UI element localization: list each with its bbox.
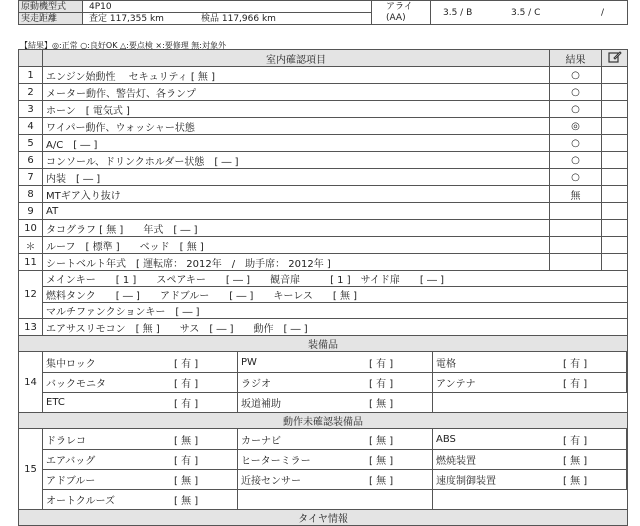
row-num: 2 bbox=[19, 84, 43, 101]
equipment-item bbox=[238, 489, 433, 509]
row-14-grid-cell bbox=[43, 352, 628, 413]
equipment-value: [ 無 ] bbox=[563, 456, 588, 467]
equipment-item bbox=[43, 429, 238, 449]
row-item: ルーフ [ 標準 ] ベッド [ 無 ] bbox=[43, 237, 550, 254]
row-12-line2: 燃料タンク [ ― ] アドブルー [ ― ] キーレス [ 無 ] bbox=[43, 287, 628, 303]
equipment-item bbox=[238, 352, 433, 372]
alignment-label: アライ bbox=[386, 2, 413, 12]
equipment-value: [ 有 ] bbox=[174, 399, 199, 410]
equipment-name: 近接センサー bbox=[241, 476, 301, 487]
alignment-v3: / bbox=[601, 8, 605, 18]
inspection-table bbox=[18, 49, 628, 526]
row-item: メーター動作、警告灯、各ランプ bbox=[43, 84, 550, 101]
result-header: 結果 bbox=[550, 50, 602, 67]
num-header bbox=[19, 50, 43, 67]
equipment-name: アドブルー bbox=[46, 476, 96, 487]
motor-label: 原動機型式 bbox=[21, 2, 67, 12]
equipment-value: [ 有 ] bbox=[174, 456, 199, 467]
equipment-name: アンテナ bbox=[436, 379, 476, 390]
equipment-item bbox=[43, 372, 238, 392]
row-result: ○ bbox=[550, 84, 602, 101]
table-row bbox=[19, 84, 628, 101]
equipment-name: 電格 bbox=[436, 358, 456, 370]
row-15-num: 15 bbox=[19, 429, 43, 510]
equipment-name: ドラレコ bbox=[46, 435, 86, 447]
equipment-item bbox=[433, 372, 627, 392]
row-13-item: エアサスリモコン [ 無 ] サス [ ― ] 動作 [ ― ] bbox=[43, 319, 628, 336]
table-row bbox=[19, 186, 628, 203]
row-num: 5 bbox=[19, 135, 43, 152]
equipment-item bbox=[433, 392, 627, 412]
equipment-value: [ 無 ] bbox=[369, 399, 394, 410]
row-item: エンジン始動性 セキュリティ [ 無 ] bbox=[43, 67, 550, 84]
row-13 bbox=[19, 319, 628, 336]
row-item: MTギア入り抜け bbox=[43, 186, 550, 203]
unchecked-grid bbox=[43, 429, 627, 509]
equipment-name: オートクルーズ bbox=[46, 496, 115, 507]
row-item: シートベルト年式 [ 運転席： 2012年 / 助手席： 2012年 ] bbox=[43, 254, 550, 271]
unchecked-title: 動作未確認装備品 bbox=[19, 413, 628, 429]
equipment-value: [ 無 ] bbox=[369, 456, 394, 467]
alignment-label-cell bbox=[371, 0, 431, 25]
equipment-value: [ 有 ] bbox=[174, 358, 199, 370]
edit-icon[interactable] bbox=[608, 51, 622, 63]
equipment-name: 坂道補助 bbox=[241, 399, 281, 410]
equipment-item bbox=[238, 449, 433, 469]
alignment-v1: 3.5 / B bbox=[443, 8, 473, 18]
equipment-value: [ 無 ] bbox=[174, 476, 199, 487]
equipment-value: [ 有 ] bbox=[174, 379, 199, 390]
alignment-v2: 3.5 / C bbox=[511, 8, 541, 18]
equipment-value: [ 無 ] bbox=[563, 476, 588, 487]
row-12-line1: メインキー [ 1 ] スペアキー [ ― ] 観音扉 [ 1 ] サイド扉 [ ― ] bbox=[43, 271, 628, 287]
motor-value: 4P10 bbox=[89, 2, 112, 12]
equipment-name: ETC bbox=[46, 397, 65, 408]
row-blank bbox=[602, 118, 628, 135]
row-item: ホーン [ 電気式 ] bbox=[43, 101, 550, 118]
equipment-item bbox=[433, 429, 627, 449]
table-row bbox=[19, 220, 628, 237]
equipment-value: [ 無 ] bbox=[369, 476, 394, 487]
equipment-item bbox=[433, 469, 627, 489]
table-row bbox=[19, 169, 628, 186]
row-result: ○ bbox=[550, 135, 602, 152]
row-result bbox=[550, 220, 602, 237]
equipment-value: [ 無 ] bbox=[369, 435, 394, 447]
unchecked-title-row bbox=[19, 413, 628, 429]
row-12b bbox=[19, 287, 628, 303]
table-header-row bbox=[19, 50, 628, 67]
row-item: コンソール、ドリンクホルダー状態 [ ― ] bbox=[43, 152, 550, 169]
equipment-title-row bbox=[19, 336, 628, 352]
row-blank bbox=[602, 169, 628, 186]
row-num: 8 bbox=[19, 186, 43, 203]
edit-cell[interactable] bbox=[602, 50, 628, 67]
row-item: A/C [ ― ] bbox=[43, 135, 550, 152]
row-result: ○ bbox=[550, 169, 602, 186]
equipment-value: [ 有 ] bbox=[369, 358, 394, 370]
row-num: 9 bbox=[19, 203, 43, 220]
row-blank bbox=[602, 220, 628, 237]
row-12-line3: マルチファンクションキー [ ― ] bbox=[43, 303, 628, 319]
header-block bbox=[18, 0, 628, 26]
equipment-name: ラジオ bbox=[241, 379, 271, 390]
equipment-name: エアバッグ bbox=[46, 456, 96, 467]
row-13-num: 13 bbox=[19, 319, 43, 336]
check-rows bbox=[19, 67, 628, 271]
row-item: タコグラフ [ 無 ] 年式 [ ― ] bbox=[43, 220, 550, 237]
row-result bbox=[550, 203, 602, 220]
row-num: 1 bbox=[19, 67, 43, 84]
equipment-item bbox=[43, 352, 238, 372]
row-blank bbox=[602, 67, 628, 84]
equipment-value: [ 有 ] bbox=[563, 435, 588, 447]
equipment-title: 装備品 bbox=[19, 336, 628, 352]
equipment-item bbox=[238, 372, 433, 392]
equipment-value: [ 無 ] bbox=[174, 435, 199, 447]
equipment-name: ヒーターミラー bbox=[241, 456, 311, 467]
row-result: ○ bbox=[550, 152, 602, 169]
table-row bbox=[19, 135, 628, 152]
table-row bbox=[19, 67, 628, 84]
row-num: ＊ bbox=[19, 237, 43, 254]
table-row bbox=[19, 254, 628, 271]
row-14 bbox=[19, 352, 628, 413]
row-12-num: 12 bbox=[19, 271, 43, 319]
row-num: 11 bbox=[19, 254, 43, 271]
row-blank bbox=[602, 186, 628, 203]
equipment-value: [ 有 ] bbox=[369, 379, 394, 390]
equipment-name: 速度制御装置 bbox=[436, 476, 496, 487]
row-result bbox=[550, 237, 602, 254]
equipment-name: 燃焼装置 bbox=[436, 456, 476, 467]
equipment-grid bbox=[43, 352, 627, 412]
row-num: 6 bbox=[19, 152, 43, 169]
row-blank bbox=[602, 254, 628, 271]
equipment-item bbox=[433, 352, 627, 372]
mileage-label-cell bbox=[18, 12, 83, 25]
footer-title: タイヤ情報 bbox=[19, 510, 628, 526]
row-num: 7 bbox=[19, 169, 43, 186]
row-blank bbox=[602, 152, 628, 169]
equipment-item bbox=[43, 469, 238, 489]
row-blank bbox=[602, 101, 628, 118]
table-row bbox=[19, 152, 628, 169]
mileage-label: 実走距離 bbox=[21, 14, 58, 24]
table-row bbox=[19, 237, 628, 254]
equipment-name: バックモニタ bbox=[46, 379, 106, 390]
equipment-value: [ 有 ] bbox=[563, 379, 588, 390]
equipment-item bbox=[43, 392, 238, 412]
equipment-item bbox=[43, 449, 238, 469]
row-blank bbox=[602, 135, 628, 152]
table-row bbox=[19, 118, 628, 135]
footer-title-row bbox=[19, 510, 628, 526]
equipment-name: PW bbox=[241, 356, 257, 368]
mileage-check: 査定 117,355 km bbox=[89, 14, 164, 24]
mileage-value-cell bbox=[82, 12, 372, 25]
table-row bbox=[19, 203, 628, 220]
row-result: 無 bbox=[550, 186, 602, 203]
equipment-item bbox=[238, 392, 433, 412]
equipment-item bbox=[43, 489, 238, 509]
row-result bbox=[550, 254, 602, 271]
row-item: ワイパー動作、ウォッシャー状態 bbox=[43, 118, 550, 135]
row-blank bbox=[602, 203, 628, 220]
result-legend: 【結果】◎:正常 ○:良好OK △:要点検 ×:要修理 無:対象外 bbox=[20, 41, 227, 50]
row-result: ○ bbox=[550, 101, 602, 118]
equipment-item bbox=[238, 469, 433, 489]
mileage-inspect: 検品 117,966 km bbox=[201, 14, 276, 24]
row-result: ○ bbox=[550, 67, 602, 84]
row-num: 3 bbox=[19, 101, 43, 118]
row-num: 10 bbox=[19, 220, 43, 237]
table-title: 室内確認項目 bbox=[43, 50, 550, 67]
equipment-name: カーナビ bbox=[241, 435, 281, 447]
row-15-grid-cell bbox=[43, 429, 628, 510]
row-result: ◎ bbox=[550, 118, 602, 135]
equipment-item bbox=[433, 489, 627, 509]
row-12c bbox=[19, 303, 628, 319]
equipment-item bbox=[433, 449, 627, 469]
equipment-name: ABS bbox=[436, 433, 456, 445]
row-15 bbox=[19, 429, 628, 510]
alignment-sub: (AA) bbox=[386, 13, 406, 23]
equipment-value: [ 無 ] bbox=[174, 496, 199, 507]
equipment-item bbox=[238, 429, 433, 449]
row-14-num: 14 bbox=[19, 352, 43, 413]
table-row bbox=[19, 101, 628, 118]
equipment-value: [ 有 ] bbox=[563, 358, 588, 370]
row-blank bbox=[602, 237, 628, 254]
row-num: 4 bbox=[19, 118, 43, 135]
row-item: AT bbox=[43, 203, 550, 220]
alignment-values-cell bbox=[430, 0, 628, 25]
row-blank bbox=[602, 84, 628, 101]
row-item: 内装 [ ― ] bbox=[43, 169, 550, 186]
equipment-name: 集中ロック bbox=[46, 358, 96, 370]
row-12 bbox=[19, 271, 628, 287]
